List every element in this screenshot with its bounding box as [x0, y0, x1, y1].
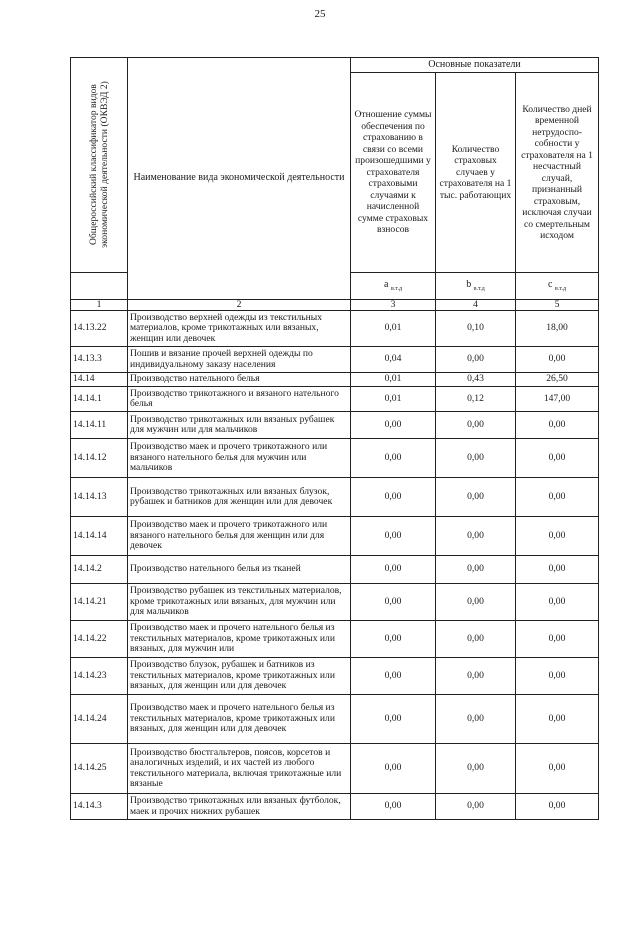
activity-name: Производство верхней одежды из текстильных материалов, кроме трикотажных или вязаных, женщин или девочек: [128, 311, 351, 347]
value-a: 0,01: [351, 387, 436, 412]
table-row: [71, 658, 599, 695]
indicator-c-symbol: [516, 273, 599, 300]
value-b: 0,00: [436, 478, 516, 517]
column-number-2: 2: [128, 300, 351, 311]
activity-name: Производство трикотажных или вязаных рубашек для мужчин или для мальчиков: [128, 412, 351, 439]
okved-code: 14.14.25: [71, 744, 128, 794]
indicator-b-symbol: [436, 273, 516, 300]
okved-code: 14.14.1: [71, 387, 128, 412]
activity-name: Производство трикотажных или вязаных футболок, маек и прочих нижних рубашек: [128, 794, 351, 820]
activity-name: Производство маек и прочего трикотажного или вязаного нательного белья для женщин или для девочек: [128, 517, 351, 556]
table-row: [71, 621, 599, 658]
activity-name: Производство бюстгальтеров, поясов, корсетов и аналогичных изделий, и их частей из любого текстильного материала, включая трикотажные или вязаные: [128, 744, 351, 794]
value-b: 0,00: [436, 584, 516, 621]
okved-code: 14.14: [71, 373, 128, 387]
value-b: 0,00: [436, 556, 516, 584]
okved-code: 14.14.14: [71, 517, 128, 556]
okved-code: 14.14.21: [71, 584, 128, 621]
indicators-table: [70, 57, 599, 820]
value-a: 0,00: [351, 517, 436, 556]
value-c: 0,00: [516, 439, 599, 478]
activity-name: Производство нательного белья из тканей: [128, 556, 351, 584]
value-b: 0,00: [436, 517, 516, 556]
table-row: [71, 373, 599, 387]
symbol-c: c: [548, 278, 553, 290]
value-a: 0,01: [351, 373, 436, 387]
okved-code: 14.13.22: [71, 311, 128, 347]
symbol-c-subscript: в.т.д: [554, 285, 567, 292]
okved-column-header-text: Общероссийский классификатор видов экономической деятельности (ОКВЭД 2): [87, 81, 110, 249]
okved-column-header: [71, 58, 128, 273]
okved-symbol-cell: [71, 273, 128, 300]
table-row: [71, 517, 599, 556]
value-c: 0,00: [516, 621, 599, 658]
value-c: 0,00: [516, 556, 599, 584]
table-row: [71, 584, 599, 621]
value-c: 18,00: [516, 311, 599, 347]
indicator-c-header: Количество дней временной нетрудоспо-собности у страхователя на 1 несчастный случай, признанный страховым, исключая случаи со смертельным исходом: [516, 73, 599, 273]
activity-name: Производство трикотажных или вязаных блузок, рубашек и батников для женщин или для девочек: [128, 478, 351, 517]
value-b: 0,00: [436, 621, 516, 658]
okved-code: 14.13.3: [71, 347, 128, 373]
indicator-b-header: Количество страховых случаев у страхователя на 1 тыс. работающих: [436, 73, 516, 273]
table-row: [71, 387, 599, 412]
table-row: [71, 556, 599, 584]
value-c: 0,00: [516, 347, 599, 373]
okved-code: 14.14.13: [71, 478, 128, 517]
value-c: 26,50: [516, 373, 599, 387]
okved-code: 14.14.12: [71, 439, 128, 478]
table-row: [71, 794, 599, 820]
value-b: 0,43: [436, 373, 516, 387]
table-row: [71, 311, 599, 347]
column-number-5: 5: [516, 300, 599, 311]
activity-name: Производство нательного белья: [128, 373, 351, 387]
activity-name-column-header: Наименование вида экономической деятельности: [128, 58, 351, 300]
value-c: 147,00: [516, 387, 599, 412]
activity-name: Производство маек и прочего нательного белья из текстильных материалов, кроме трикотажных или вязаных, для женщин или для девочек: [128, 695, 351, 744]
value-b: 0,00: [436, 695, 516, 744]
activity-name: Производство маек и прочего трикотажного или вязаного нательного белья для мужчин или мальчиков: [128, 439, 351, 478]
okved-code: 14.14.24: [71, 695, 128, 744]
value-b: 0,00: [436, 658, 516, 695]
table-row: [71, 695, 599, 744]
value-c: 0,00: [516, 517, 599, 556]
activity-name: Производство рубашек из текстильных материалов, кроме трикотажных или вязаных, для мужчин или для мальчиков: [128, 584, 351, 621]
value-b: 0,00: [436, 744, 516, 794]
value-a: 0,00: [351, 556, 436, 584]
table-row: [71, 412, 599, 439]
activity-name: Пошив и вязание прочей верхней одежды по индивидуальному заказу населения: [128, 347, 351, 373]
activity-name: Производство маек и прочего нательного белья из текстильных материалов, кроме трикотажных или вязаных, для мужчин или: [128, 621, 351, 658]
value-b: 0,00: [436, 412, 516, 439]
value-a: 0,00: [351, 744, 436, 794]
value-c: 0,00: [516, 744, 599, 794]
symbol-b: b: [466, 278, 472, 290]
okved-code: 14.14.11: [71, 412, 128, 439]
value-a: 0,01: [351, 311, 436, 347]
value-c: 0,00: [516, 412, 599, 439]
column-number-4: 4: [436, 300, 516, 311]
value-a: 0,00: [351, 794, 436, 820]
value-a: 0,00: [351, 412, 436, 439]
table-row: [71, 347, 599, 373]
value-b: 0,00: [436, 439, 516, 478]
symbol-a-subscript: в.т.д: [390, 285, 402, 292]
value-b: 0,10: [436, 311, 516, 347]
value-c: 0,00: [516, 584, 599, 621]
value-a: 0,00: [351, 439, 436, 478]
value-c: 0,00: [516, 794, 599, 820]
value-a: 0,00: [351, 584, 436, 621]
column-number-3: 3: [351, 300, 436, 311]
symbol-b-subscript: в.т.д: [473, 285, 485, 292]
okved-code: 14.14.2: [71, 556, 128, 584]
indicator-a-header: Отношение суммы обеспечения по страхованию в связи со всеми произошедшими у страхователя страховыми случаями к начисленной сумме страховых взносов: [351, 73, 436, 273]
value-b: 0,00: [436, 794, 516, 820]
table-row: [71, 439, 599, 478]
okved-code: 14.14.3: [71, 794, 128, 820]
activity-name: Производство трикотажного и вязаного нательного белья: [128, 387, 351, 412]
value-b: 0,12: [436, 387, 516, 412]
indicator-a-symbol: [351, 273, 436, 300]
table-row: [71, 478, 599, 517]
value-c: 0,00: [516, 478, 599, 517]
value-b: 0,00: [436, 347, 516, 373]
symbol-a: a: [383, 278, 389, 290]
activity-name: Производство блузок, рубашек и батников из текстильных материалов, кроме трикотажных или вязаных, для женщин или для девочек: [128, 658, 351, 695]
table-row: [71, 744, 599, 794]
value-a: 0,00: [351, 478, 436, 517]
okved-code: 14.14.22: [71, 621, 128, 658]
value-a: 0,00: [351, 695, 436, 744]
okved-code: 14.14.23: [71, 658, 128, 695]
value-c: 0,00: [516, 695, 599, 744]
value-a: 0,00: [351, 621, 436, 658]
value-a: 0,00: [351, 658, 436, 695]
column-number-1: 1: [71, 300, 128, 311]
value-a: 0,04: [351, 347, 436, 373]
main-indicators-header: Основные показатели: [351, 58, 599, 73]
page-number: 25: [314, 8, 326, 20]
value-c: 0,00: [516, 658, 599, 695]
